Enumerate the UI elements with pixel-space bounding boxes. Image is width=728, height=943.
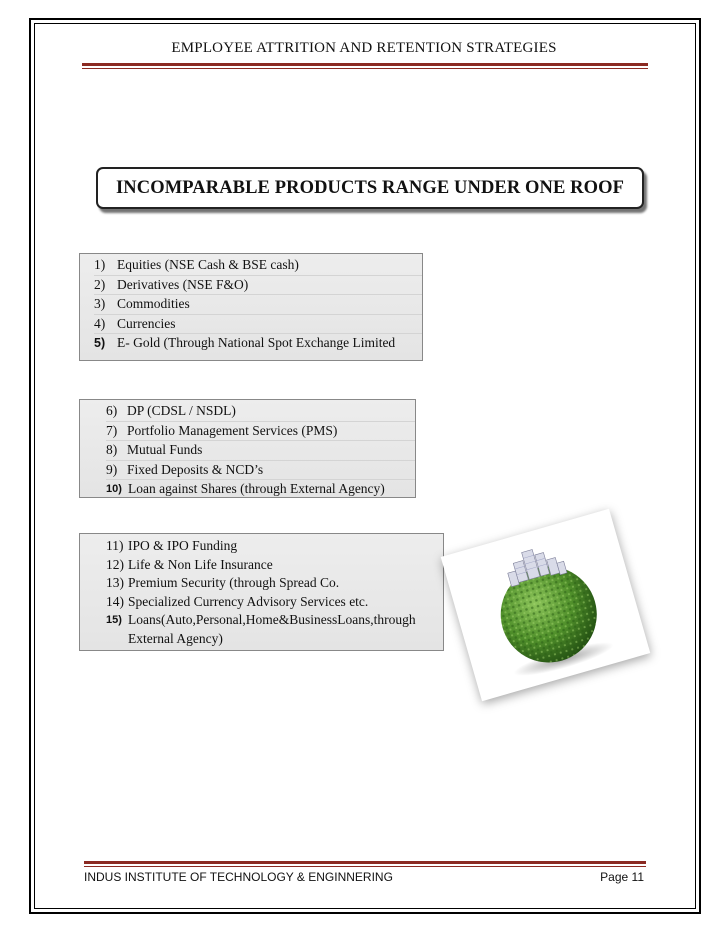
list-item — [94, 295, 422, 315]
list-item — [106, 461, 415, 481]
item-number: 2) — [94, 276, 106, 292]
item-text: Currencies — [117, 315, 176, 331]
item-number: 3) — [94, 296, 106, 311]
item-number: 1) — [94, 257, 106, 272]
item-text: IPO & IPO Funding — [128, 538, 238, 553]
list-item — [106, 593, 443, 612]
item-text: Equities (NSE Cash & BSE cash) — [117, 257, 299, 272]
item-text: Derivatives (NSE F&O) — [117, 276, 249, 292]
item-text: Premium Security (through Spread Co. — [128, 575, 340, 590]
list-item — [106, 611, 443, 630]
item-text: Mutual Funds — [127, 442, 203, 457]
item-number: 7) — [106, 422, 118, 438]
item-number: 13) — [106, 575, 124, 590]
item-number: 10) — [106, 483, 122, 495]
item-text: Life & Non Life Insurance — [128, 556, 273, 572]
list-item — [106, 537, 443, 556]
item-text: Specialized Currency Advisory Services etc. — [128, 593, 369, 609]
header-rule — [82, 63, 648, 66]
list-item — [94, 334, 422, 353]
list-item — [106, 422, 415, 442]
item-number: 8) — [106, 442, 118, 457]
section-heading: INCOMPARABLE PRODUCTS RANGE UNDER ONE ROOF — [116, 177, 624, 198]
list-item — [94, 276, 422, 296]
footer-rule — [84, 861, 646, 864]
item-text: Loans(Auto,Personal,Home&BusinessLoans,through — [128, 612, 416, 627]
item-text: Loan against Shares (through External Agency) — [128, 481, 385, 496]
item-text: Commodities — [117, 296, 190, 311]
list-item — [106, 556, 443, 575]
products-list-3 — [79, 533, 444, 651]
list-item — [94, 256, 422, 276]
footer-institute: INDUS INSTITUTE OF TECHNOLOGY & ENGINNERING — [84, 870, 393, 884]
list-item-continuation: External Agency) — [128, 630, 223, 646]
list-item — [106, 441, 415, 461]
item-number: 4) — [94, 315, 106, 331]
item-number: 15) — [106, 614, 122, 626]
item-number: 9) — [106, 461, 118, 477]
item-text: E- Gold (Through National Spot Exchange Limited — [117, 335, 396, 350]
item-number: 11) — [106, 538, 124, 553]
header-title: EMPLOYEE ATTRITION AND RETENTION STRATEGIES — [171, 40, 557, 56]
list-item — [106, 480, 415, 499]
products-list-1 — [79, 253, 423, 361]
item-text: Fixed Deposits & NCD’s — [127, 461, 264, 477]
list-item — [94, 315, 422, 335]
products-list-2 — [79, 399, 416, 498]
page-number: Page 11 — [600, 870, 644, 884]
item-number: 14) — [106, 593, 124, 609]
item-number: 5) — [94, 336, 106, 350]
item-number: 6) — [106, 403, 118, 418]
item-text: DP (CDSL / NSDL) — [127, 403, 236, 418]
list-item — [106, 574, 443, 593]
section-heading-box — [96, 167, 644, 209]
list-item — [106, 402, 415, 422]
item-number: 12) — [106, 556, 124, 572]
item-text: Portfolio Management Services (PMS) — [127, 422, 338, 438]
